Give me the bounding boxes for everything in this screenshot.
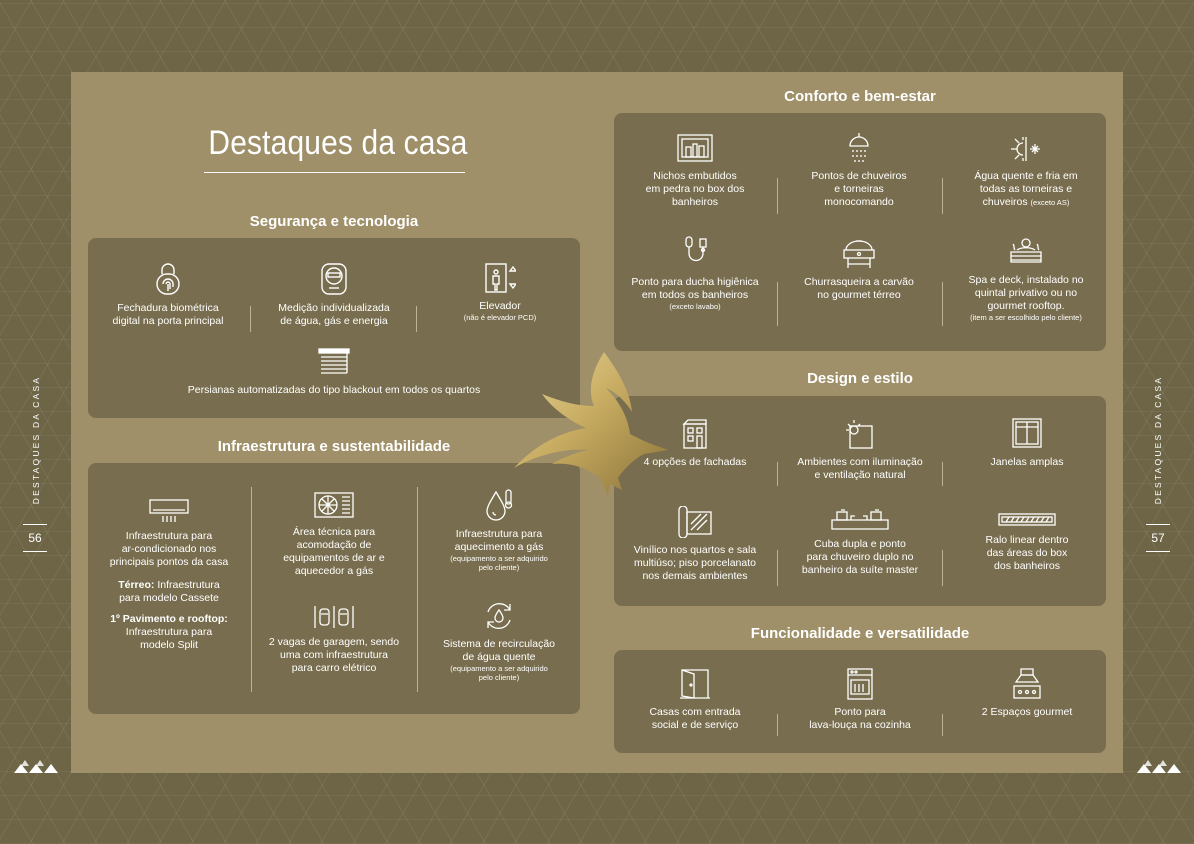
divider xyxy=(416,306,417,332)
section-title-design: Design e estilo xyxy=(807,370,913,387)
meter-icon xyxy=(319,262,349,296)
section-title-conforto: Conforto e bem-estar xyxy=(784,88,936,105)
feature-note: (exceto lavabo) xyxy=(669,302,721,311)
divider xyxy=(942,550,943,586)
divider xyxy=(777,462,778,486)
blinds-icon xyxy=(318,348,350,378)
feature-text: Área técnica para acomodação de equipamentos de ar e aquecedor a gás xyxy=(283,526,385,577)
shower-icon xyxy=(847,132,871,164)
feature-text: Nichos embutidos em pedra no box dos banheiros xyxy=(645,170,745,208)
sunlight-window-icon xyxy=(844,418,876,450)
feature-persianas xyxy=(134,348,534,397)
divider xyxy=(942,714,943,736)
feature-ralo xyxy=(956,512,1098,573)
feature-text: Ponto para lava-louça na cozinha xyxy=(809,706,911,731)
feature-garagem xyxy=(256,604,412,675)
hot-cold-icon xyxy=(1009,134,1043,164)
feature-note: (equipamento a ser adquirido pelo cliente) xyxy=(450,664,548,682)
air-conditioner-icon xyxy=(149,498,189,524)
recirculation-icon xyxy=(483,600,515,632)
side-label-right: DESTAQUES DA CASA xyxy=(1153,375,1163,505)
triangle-ornament-left xyxy=(14,760,58,774)
feature-text: Elevador xyxy=(479,300,521,312)
feature-note: (equipamento a ser adquirido pelo cliente) xyxy=(450,554,548,572)
side-label-left: DESTAQUES DA CASA xyxy=(31,375,41,505)
feature-elevador xyxy=(432,262,568,322)
feature-chuveiros xyxy=(788,132,930,209)
dishwasher-icon xyxy=(847,668,873,700)
divider xyxy=(417,487,418,692)
feature-text: Fechadura biométrica digital na porta principal xyxy=(112,302,224,327)
condenser-icon xyxy=(314,492,354,520)
feature-text: Ralo linear dentro das áreas do box dos banheiros xyxy=(985,534,1069,572)
terreo-label: Térreo: xyxy=(118,579,155,591)
linear-drain-icon xyxy=(998,512,1056,528)
feature-medicao xyxy=(264,262,404,328)
feature-recirculacao xyxy=(428,600,570,682)
divider xyxy=(777,550,778,586)
feature-text: Sistema de recirculação de água quente xyxy=(442,638,556,663)
feature-agua-quente-fria xyxy=(952,134,1100,209)
feature-text: 2 vagas de garagem, sendo uma com infraestrutura para carro elétrico xyxy=(268,636,400,674)
fingerprint-lock-icon xyxy=(155,262,181,296)
feature-text: Pontos de chuveiros e torneiras monocomando xyxy=(811,170,907,208)
feature-text: Cuba dupla e ponto para chuveiro duplo no banheiro da suíte master xyxy=(801,538,919,576)
feature-espacos-gourmet xyxy=(956,668,1098,719)
feature-ar-condicionado xyxy=(98,498,240,652)
divider xyxy=(250,306,251,332)
feature-ducha xyxy=(620,236,770,311)
feature-note: (não é elevador PCD) xyxy=(463,313,537,322)
garage-icon xyxy=(314,604,354,630)
feature-spa xyxy=(950,236,1102,322)
feature-text: 4 opções de fachadas xyxy=(643,456,747,468)
elevator-icon xyxy=(484,262,516,294)
divider xyxy=(942,178,943,214)
divider xyxy=(942,282,943,326)
divider xyxy=(777,178,778,214)
feature-lava-louca xyxy=(788,668,932,732)
section-title-seguranca: Segurança e tecnologia xyxy=(249,213,419,230)
feature-text: Persianas automatizadas do tipo blackout em todos os quartos xyxy=(187,384,481,396)
window-icon xyxy=(1012,418,1042,450)
terreo-text: Infraestrutura para modelo Cassete xyxy=(119,579,220,604)
ac-pavimento xyxy=(98,613,240,652)
double-sink-icon xyxy=(831,508,889,532)
niche-icon xyxy=(677,134,713,164)
page-number-right: 57 xyxy=(1146,531,1170,545)
feature-text: Casas com entrada social e de serviço xyxy=(649,706,741,731)
feature-text: Ponto para ducha higiênica em todos os banheiros xyxy=(631,276,759,301)
facade-icon xyxy=(682,418,708,450)
hygienic-shower-icon xyxy=(682,236,708,270)
feature-cuba-dupla xyxy=(786,508,934,577)
eagle-emblem xyxy=(508,350,678,500)
feature-iluminacao xyxy=(788,418,932,482)
floor-roll-icon xyxy=(677,506,713,538)
feature-aquecimento xyxy=(428,488,570,572)
feature-note: (item a ser escolhido pelo cliente) xyxy=(970,313,1082,322)
spa-icon xyxy=(1009,236,1043,268)
grill-icon xyxy=(842,238,876,270)
divider xyxy=(251,487,252,692)
feature-text: Janelas amplas xyxy=(990,456,1064,468)
section-title-infra: Infraestrutura e sustentabilidade xyxy=(217,438,451,455)
feature-inline-note: (exceto AS) xyxy=(1030,198,1070,207)
pavimento-label: 1º Pavimento e rooftop: xyxy=(110,613,228,625)
divider xyxy=(777,714,778,736)
feature-text: Infraestrutura para ar-condicionado nos principais pontos da casa xyxy=(109,530,229,568)
divider xyxy=(777,282,778,326)
section-title-funcional: Funcionalidade e versatilidade xyxy=(750,625,970,642)
feature-churrasqueira xyxy=(788,238,930,302)
page-number-left: 56 xyxy=(23,531,47,545)
feature-text: Vinílico nos quartos e sala multiúso; piso porcelanato nos demais ambientes xyxy=(633,544,757,582)
triangle-ornament-right xyxy=(1137,760,1181,774)
feature-text: Infraestrutura para aquecimento a gás xyxy=(454,528,544,553)
pavimento-text: Infraestrutura para modelo Split xyxy=(125,626,213,651)
feature-entradas xyxy=(624,668,766,732)
feature-nichos xyxy=(624,134,766,209)
feature-text: 2 Espaços gourmet xyxy=(981,706,1073,718)
ac-terreo xyxy=(98,579,240,605)
feature-area-tecnica xyxy=(262,492,406,578)
feature-piso xyxy=(620,506,770,583)
feature-text: Medição individualizada de água, gás e energia xyxy=(278,302,390,327)
feature-text: Spa e deck, instalado no quintal privativo ou no gourmet rooftop. xyxy=(968,274,1084,312)
feature-text: Água quente e fria em todas as torneiras e chuveiros xyxy=(974,170,1078,208)
feature-fechadura xyxy=(100,262,236,328)
feature-text: Churrasqueira a carvão no gourmet térreo xyxy=(804,276,914,301)
title-underline xyxy=(204,172,465,173)
divider xyxy=(942,462,943,486)
door-icon xyxy=(678,668,712,700)
page-title: Destaques da casa xyxy=(208,124,468,162)
feature-janelas xyxy=(956,418,1098,469)
stove-hood-icon xyxy=(1012,668,1042,700)
feature-text: Ambientes com iluminação e ventilação natural xyxy=(797,456,923,481)
